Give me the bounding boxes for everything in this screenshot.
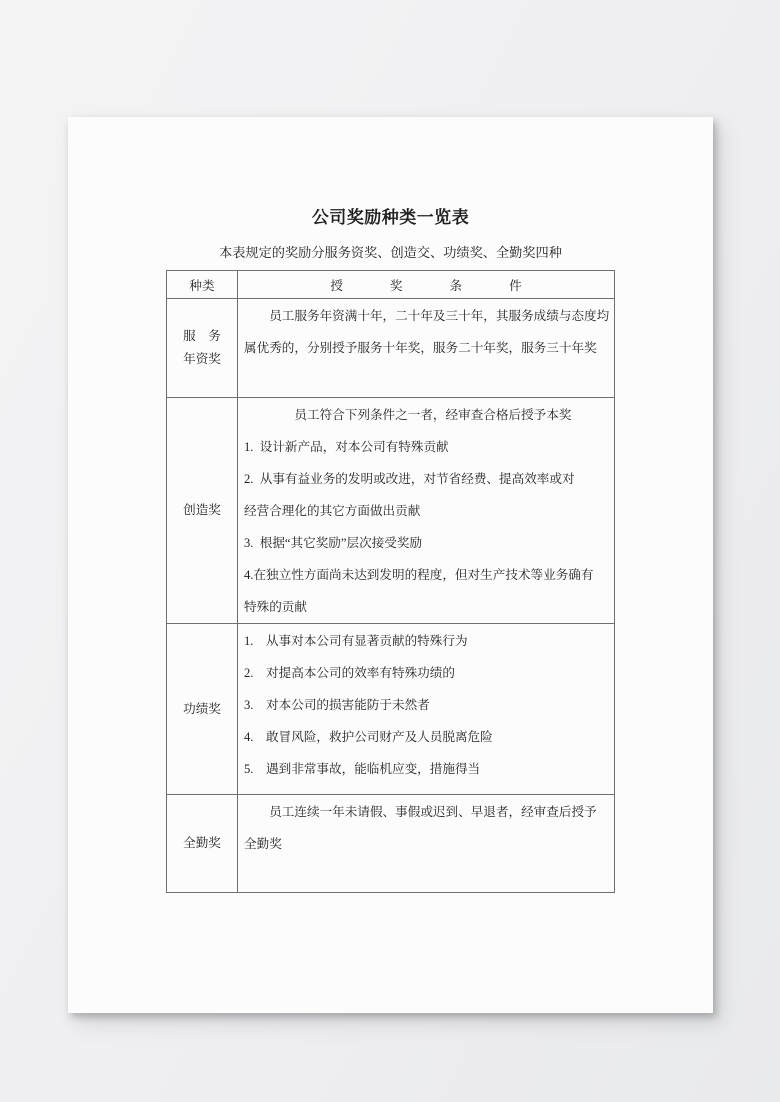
conditions-cell-creation xyxy=(238,398,615,624)
condition-line: 5. 遇到非常事故，能临机应变，措施得当 xyxy=(244,762,481,776)
document-page xyxy=(68,117,713,1013)
condition-line: 员工服务年资满十年，二十年及三十年，其服务成绩与态度均 xyxy=(244,309,610,323)
table-row-merit-award xyxy=(167,624,615,795)
page-title: 公司奖励种类一览表 xyxy=(311,208,470,227)
column-header-conditions: 授奖条件 xyxy=(238,271,615,299)
category-cell-creation xyxy=(167,398,238,624)
column-header-category: 种类 xyxy=(167,271,238,299)
conditions-cell-merit xyxy=(238,624,615,795)
category-label-line: 年资奖 xyxy=(183,352,221,366)
category-cell-merit xyxy=(167,624,238,795)
condition-line: 属优秀的，分别授予服务十年奖，服务二十年奖，服务三十年奖 xyxy=(244,341,597,355)
condition-line: 全勤奖 xyxy=(244,837,282,851)
condition-line: 4.在独立性方面尚未达到发明的程度，但对生产技术等业务确有 xyxy=(244,568,594,582)
category-label-line: 功绩奖 xyxy=(183,701,221,716)
conditions-cell-service-years xyxy=(238,299,615,398)
category-cell-service-years xyxy=(167,299,238,398)
condition-line: 员工符合下列条件之一者，经审查合格后授予本奖 xyxy=(244,408,572,422)
conditions-cell-full-attendance xyxy=(238,795,615,893)
condition-line: 2. 对提高本公司的效率有特殊功绩的 xyxy=(244,666,455,680)
condition-line: 4. 敢冒风险，救护公司财产及人员脱离危险 xyxy=(244,730,493,744)
condition-line: 3. 根据“其它奖励”层次接受奖励 xyxy=(244,536,423,550)
table-row-service-years-award xyxy=(167,299,615,398)
condition-line: 3. 对本公司的损害能防于未然者 xyxy=(244,698,430,712)
condition-line: 经营合理化的其它方面做出贡献 xyxy=(244,504,421,518)
condition-line: 员工连续一年未请假、事假或迟到、早退者，经审查后授予 xyxy=(244,805,597,819)
table-row-full-attendance-award xyxy=(167,795,615,893)
award-types-table xyxy=(166,270,615,893)
table-row-creation-award xyxy=(167,398,615,624)
table-header-row xyxy=(167,271,615,299)
condition-line: 特殊的贡献 xyxy=(244,600,307,614)
condition-line: 1. 从事对本公司有显著贡献的特殊行为 xyxy=(244,634,468,648)
category-cell-full-attendance xyxy=(167,795,238,893)
category-label-line: 服 务 xyxy=(183,329,221,343)
condition-line: 2. 从事有益业务的发明或改进，对节省经费、提高效率或对 xyxy=(244,472,575,486)
page-subtitle: 本表规定的奖励分服务资奖、创造交、功绩奖、全勤奖四种 xyxy=(219,245,562,260)
category-label-line: 创造奖 xyxy=(183,503,221,517)
category-label-line: 全勤奖 xyxy=(183,836,221,850)
condition-line: 1. 设计新产品，对本公司有特殊贡献 xyxy=(244,440,449,454)
